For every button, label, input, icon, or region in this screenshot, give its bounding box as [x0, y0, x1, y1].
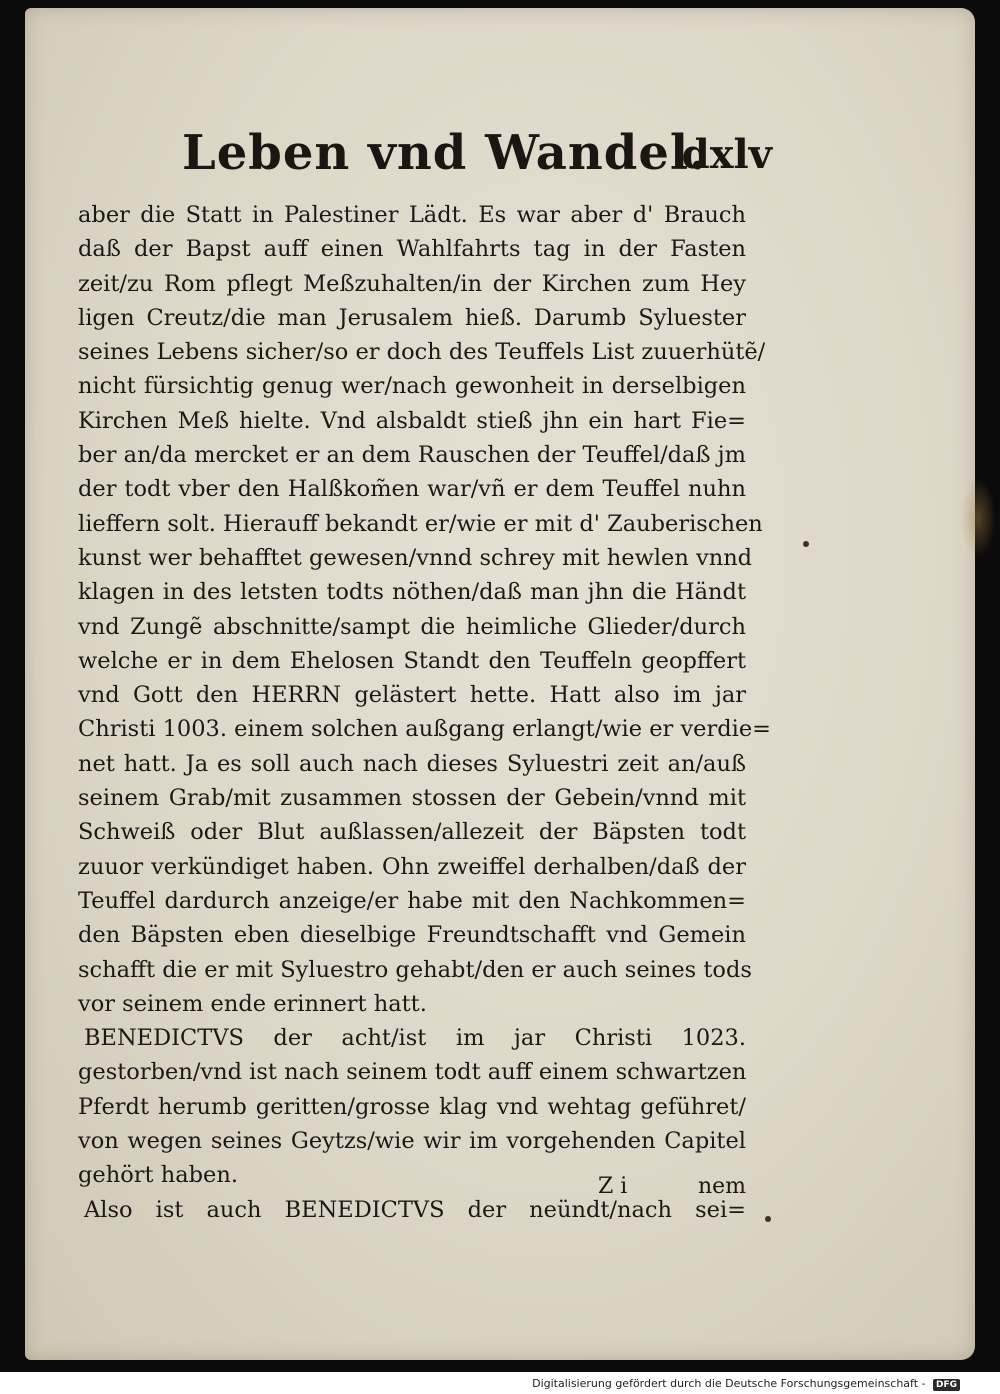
speck-dot — [765, 1216, 771, 1222]
text-line: Kirchen Meß hielte. Vnd alsbaldt stieß jhn ein hart Fie= — [78, 407, 746, 434]
catchword: nem — [697, 1174, 746, 1199]
text-line: Teuffel dardurch anzeige/er habe mit den Nachkommen= — [78, 887, 746, 914]
text-line: daß der Bapst auff einen Wahlfahrts tag in der Fasten — [78, 236, 746, 263]
text-line: gestorben/vnd ist nach seinem todt auff einem schwartzen — [78, 1059, 747, 1086]
speck-dot — [803, 541, 809, 547]
body-text — [78, 198, 771, 1227]
page-header — [182, 125, 772, 195]
text-line: Pferdt herumb geritten/grosse klag vnd wehtag geführet/ — [78, 1093, 746, 1120]
text-line: nicht fürsichtig genug wer/nach gewonheit in derselbigen — [78, 373, 746, 400]
page-footer — [78, 1174, 746, 1204]
credit-text: Digitalisierung gefördert durch die Deutsche Forschungsgemeinschaft - — [532, 1377, 926, 1390]
text-line: Christi 1003. einem solchen außgang erlangt/wie er verdie= — [78, 716, 771, 743]
text-line: der todt vber den Halßkom̃en war/vñ er dem Teuffel nuhn — [78, 476, 746, 503]
signature-mark: Z i — [598, 1174, 628, 1199]
text-line: BENEDICTVS der acht/ist im jar Christi 1023. — [84, 1025, 746, 1052]
text-line: zeit/zu Rom pflegt Meßzuhalten/in der Kirchen zum Hey — [78, 270, 746, 297]
text-line: gehört haben. — [78, 1162, 238, 1189]
folio-number: dxlv — [681, 131, 772, 178]
text-line: den Bäpsten eben dieselbige Freundtschafft vnd Gemein — [78, 922, 746, 949]
text-line: Schweiß oder Blut außlassen/allezeit der Bäpsten todt — [78, 819, 746, 846]
text-line: aber die Statt in Palestiner Lädt. Es war aber d' Brauch — [78, 202, 746, 228]
running-title: Leben vnd Wandel. — [182, 125, 707, 181]
text-line: vor seinem ende erinnert hatt. — [78, 990, 427, 1017]
text-line: vnd Gott den HERRN gelästert hette. Hatt also im jar — [78, 682, 746, 709]
text-line: vnd Zungẽ abschnitte/sampt die heimliche Glieder/durch — [78, 613, 746, 640]
text-line: lieffern solt. Hierauff bekandt er/wie er mit d' Zauberischen — [78, 510, 763, 537]
text-line: ligen Creutz/die man Jerusalem hieß. Darumb Syluester — [78, 304, 746, 331]
dfg-logo: DFG — [933, 1379, 960, 1391]
page-stain — [960, 478, 996, 558]
text-line: klagen in des letsten todts nöthen/daß man jhn die Händt — [78, 579, 746, 606]
text-line: von wegen seines Geytzs/wie wir im vorgehenden Capitel — [78, 1128, 746, 1155]
text-line: seines Lebens sicher/so er doch des Teuffels List zuuerhütẽ/ — [78, 339, 766, 366]
text-line: Also ist auch BENEDICTVS der neündt/nach sei= — [84, 1196, 746, 1223]
text-line: zuuor verkündiget haben. Ohn zweiffel derhalben/daß der — [78, 853, 746, 880]
digitization-credit — [532, 1377, 960, 1391]
text-line: net hatt. Ja es soll auch nach dieses Syluestri zeit an/auß — [78, 750, 746, 777]
text-line: schafft die er mit Syluestro gehabt/den er auch seines tods — [78, 956, 752, 983]
text-line: ber an/da mercket er an dem Rauschen der Teuffel/daß jm — [78, 442, 746, 469]
text-line: seinem Grab/mit zusammen stossen der Gebein/vnnd mit — [78, 785, 746, 812]
text-line: welche er in dem Ehelosen Standt den Teuffeln geopffert — [78, 647, 746, 674]
text-line: kunst wer behafftet gewesen/vnnd schrey mit hewlen vnnd — [78, 544, 753, 571]
